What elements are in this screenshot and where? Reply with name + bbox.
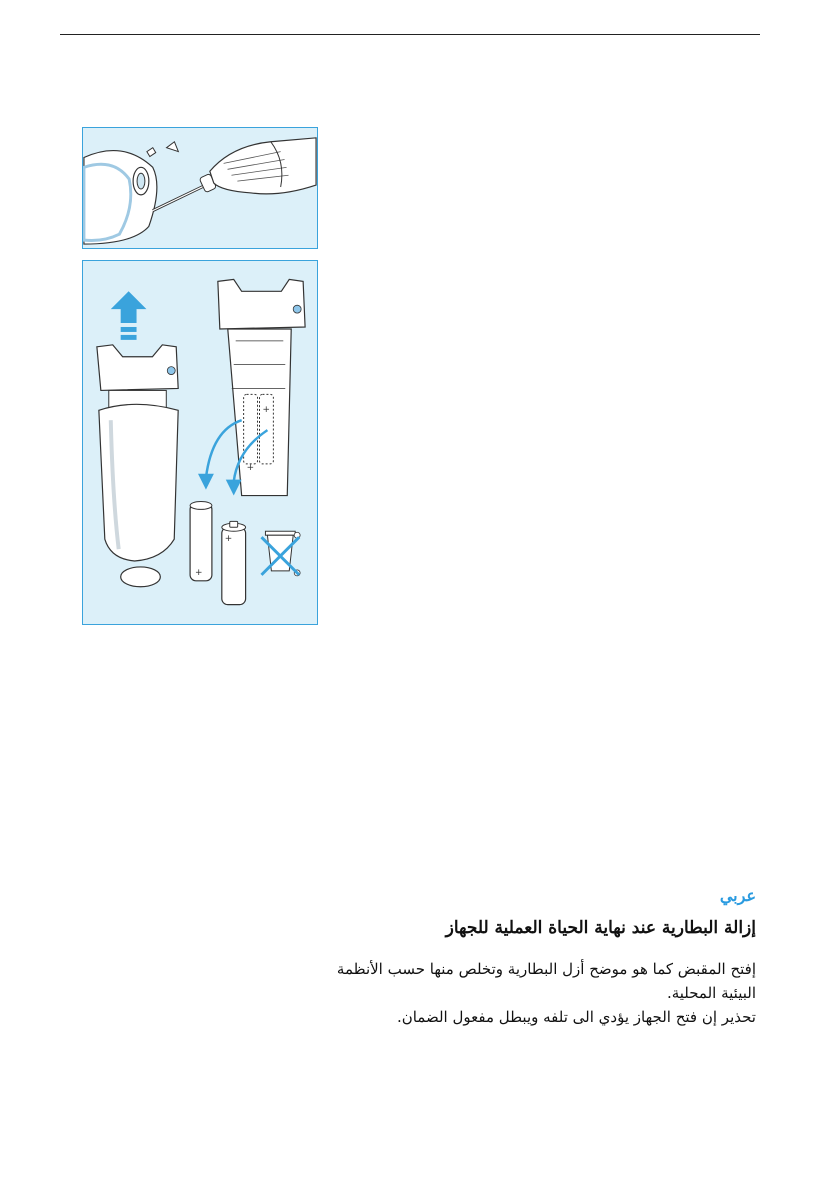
body-line: البيئية المحلية. <box>666 984 756 1002</box>
battery-plus-label: + <box>246 462 255 473</box>
opening-illustration-panel <box>82 127 318 249</box>
body-line: إفتح المقبض كما هو موضح أزل البطارية وتخلص منها حسب الأنظمة <box>336 960 756 978</box>
battery-removal-panel <box>82 260 318 625</box>
battery-plus-label: + <box>262 405 270 416</box>
crossed-out-bin-icon <box>261 531 300 576</box>
language-label: عربي <box>719 886 756 905</box>
up-arrow-icon <box>111 291 147 340</box>
section-body <box>336 957 756 1029</box>
battery-plus-label: + <box>195 567 203 578</box>
screwdriver-opening-icon <box>83 128 317 248</box>
body-line: تحذير إن فتح الجهاز يؤدي الى تلفه ويبطل مفعول الضمان. <box>396 1008 756 1026</box>
battery-plus-label: + <box>224 534 233 545</box>
battery-removal-icon <box>83 261 317 624</box>
section-heading: إزالة البطارية عند نهاية الحياة العملية للجهاز <box>445 918 756 938</box>
top-rule <box>60 34 760 35</box>
